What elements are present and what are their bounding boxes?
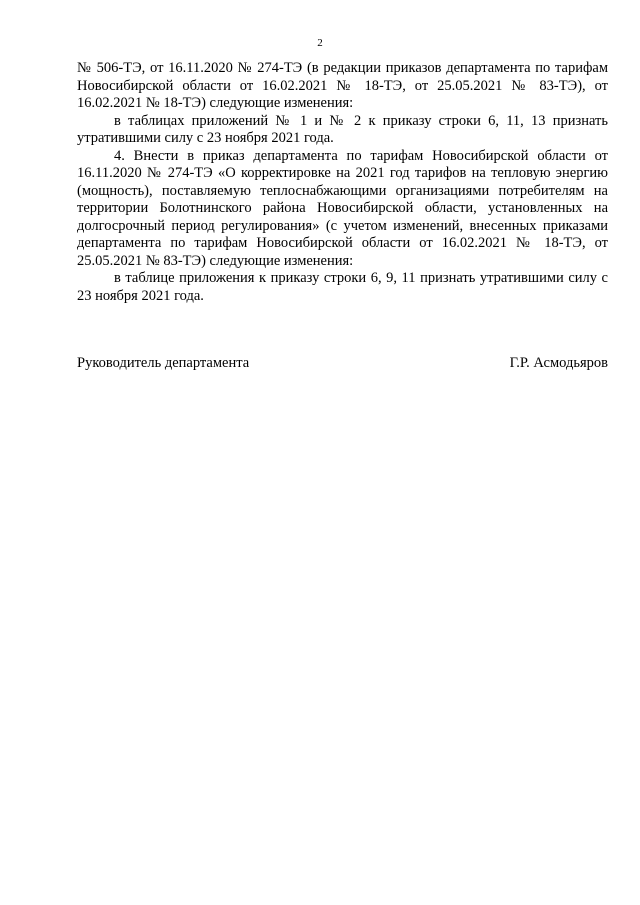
paragraph-item-4: 4. Внести в приказ департамента по тарифам Новосибирской области от 16.11.2020 № 274-ТЭ «О корректировке на 2021 год тарифов на тепловую энергию (мощность), поставляемую теплоснабжающими организациями потребителям на территории Болотнинского района Новосибирской области, установленных на долгосрочный период регулирования» (с учетом изменений, внесенных приказами департамента по тарифам Новосибирской области от 16.02.2021 № 18-ТЭ, от 25.05.2021 № 83-ТЭ) следующие изменения:: [77, 147, 608, 269]
document-body: [77, 60, 608, 305]
page-number: 2: [317, 37, 323, 49]
paragraph-tables-appendix-1-2: в таблицах приложений № 1 и № 2 к приказу строки 6, 11, 13 признать утратившими силу с 23 ноября 2021 года.: [77, 112, 608, 146]
paragraph-table-appendix: в таблице приложения к приказу строки 6, 9, 11 признать утратившими силу с 23 ноября 2021 года.: [77, 270, 608, 304]
signature-block: [77, 355, 608, 373]
signatory-name: Г.Р. Асмодьяров: [509, 355, 608, 371]
paragraph-continuation: № 506-ТЭ, от 16.11.2020 № 274-ТЭ (в редакции приказов департамента по тарифам Новосибирской области от 16.02.2021 № 18-ТЭ, от 25.05.2021 № 83-ТЭ), от 16.02.2021 № 18-ТЭ) следующие изменения:: [77, 60, 608, 111]
signatory-position: Руководитель департамента: [77, 355, 250, 371]
